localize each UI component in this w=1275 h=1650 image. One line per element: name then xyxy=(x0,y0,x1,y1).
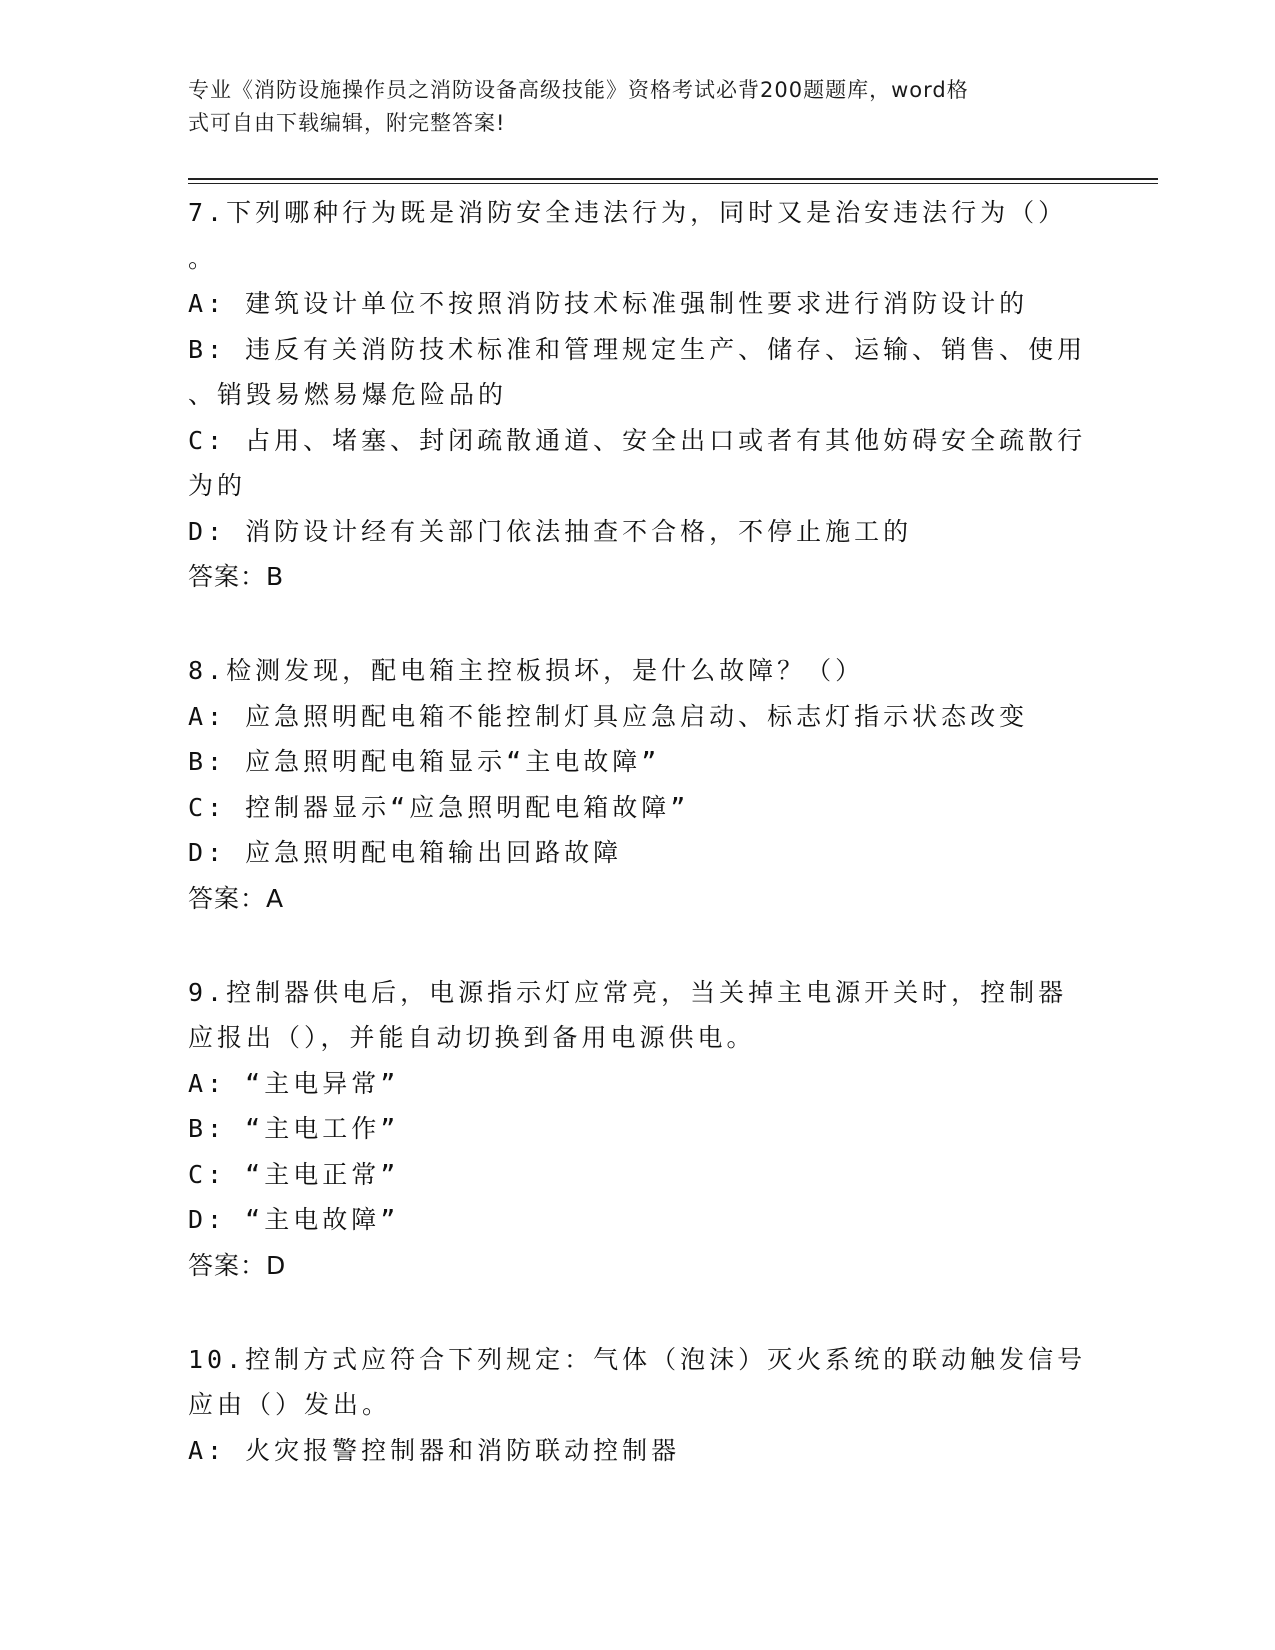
question-list xyxy=(188,190,1088,1521)
option-text: A: “主电异常” xyxy=(188,1068,400,1098)
option-text: A: 火灾报警控制器和消防联动控制器 xyxy=(188,1435,681,1465)
question-stem: 。 xyxy=(188,243,218,273)
answer-text: 答案：D xyxy=(188,1250,287,1280)
option-text: C: 控制器显示“应急照明配电箱故障” xyxy=(188,792,690,822)
option-text: D: 消防设计经有关部门依法抽查不合格，不停止施工的 xyxy=(188,516,913,546)
question-stem: 9.控制器供电后，电源指示灯应常亮，当关掉主电源开关时，控制器 xyxy=(188,977,1068,1007)
header-line-1: 专业《消防设施操作员之消防设备高级技能》资格考试必背200题题库，word格 xyxy=(188,78,969,102)
option-text: C: “主电正常” xyxy=(188,1159,400,1189)
option-text: B: “主电工作” xyxy=(188,1114,400,1143)
option-text: A: 应急照明配电箱不能控制灯具应急启动、标志灯指示状态改变 xyxy=(188,701,1029,731)
option-text: C: 占用、堵塞、封闭疏散通道、安全出口或者有其他妨碍安全疏散行 xyxy=(188,425,1087,455)
document-header xyxy=(188,74,1068,140)
header-line-2: 式可自由下载编辑，附完整答案! xyxy=(188,111,506,135)
question-block xyxy=(188,648,1088,922)
question-stem: 7.下列哪种行为既是消防安全违法行为，同时又是治安违法行为（） xyxy=(188,198,1068,227)
option-text: 、销毁易燃易爆危险品的 xyxy=(188,380,508,409)
option-text: B: 违反有关消防技术标准和管理规定生产、储存、运输、销售、使用 xyxy=(188,334,1087,364)
question-stem: 10.控制方式应符合下列规定：气体（泡沫）灭火系统的联动触发信号 xyxy=(188,1344,1087,1374)
option-text: D: “主电故障” xyxy=(188,1205,400,1234)
question-stem: 应由（）发出。 xyxy=(188,1390,392,1419)
question-stem: 8.检测发现，配电箱主控板损坏，是什么故障？（） xyxy=(188,656,865,685)
question-block xyxy=(188,1337,1088,1474)
header-divider-thin xyxy=(188,183,1158,184)
question-stem: 应报出（），并能自动切换到备用电源供电。 xyxy=(188,1023,756,1052)
option-text: B: 应急照明配电箱显示“主电故障” xyxy=(188,747,661,776)
header-divider-thick xyxy=(188,178,1158,180)
question-block xyxy=(188,190,1088,600)
option-text: D: 应急照明配电箱输出回路故障 xyxy=(188,838,623,867)
answer-text: 答案：B xyxy=(188,562,285,591)
option-text: A: 建筑设计单位不按照消防技术标准强制性要求进行消防设计的 xyxy=(188,289,1029,318)
option-text: 为的 xyxy=(188,471,247,500)
answer-text: 答案：A xyxy=(188,883,285,913)
question-block xyxy=(188,970,1088,1289)
